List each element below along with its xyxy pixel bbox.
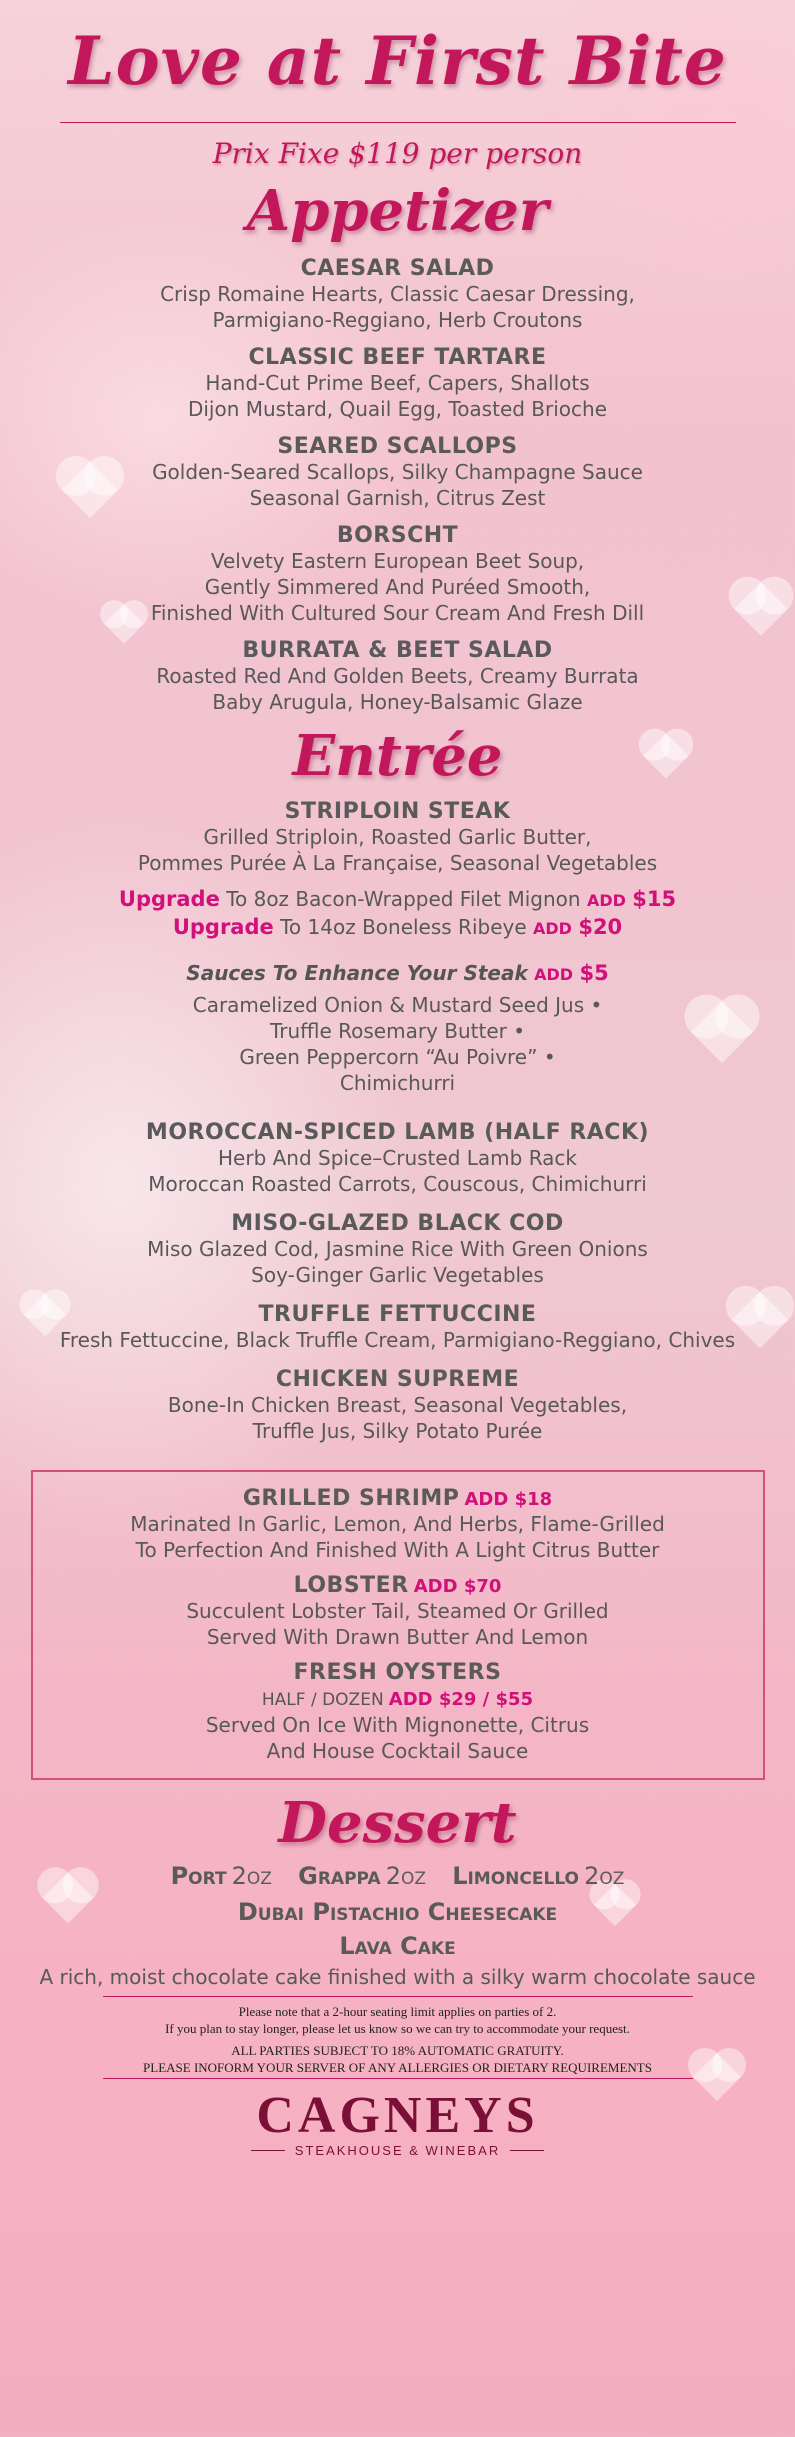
dish-description: Parmigiano-Reggiano, Herb Croutons bbox=[212, 308, 583, 332]
dish-description: Served On Ice With Mignonette, Citrus bbox=[205, 1713, 590, 1737]
menu-item bbox=[0, 523, 795, 626]
upgrade-text: To 14oz Boneless Ribeye bbox=[280, 915, 527, 939]
dish-description: Miso Glazed Cod, Jasmine Rice With Green Onions bbox=[147, 1237, 648, 1261]
drink-size: 2oz bbox=[385, 1862, 426, 1890]
dish-name: STRIPLOIN STEAK bbox=[284, 799, 511, 824]
dish-description: Marinated In Garlic, Lemon, And Herbs, Flame-Grilled bbox=[130, 1512, 665, 1536]
dish-description: Truffle Jus, Silky Potato Purée bbox=[252, 1419, 543, 1443]
dish-name: BORSCHT bbox=[336, 523, 459, 548]
dish-description: And House Cocktail Sauce bbox=[266, 1739, 529, 1763]
menu-item bbox=[0, 1120, 795, 1197]
dish-name: MOROCCAN-SPICED LAMB (HALF RACK) bbox=[145, 1120, 650, 1145]
drink-name: Limoncello bbox=[452, 1862, 580, 1890]
sauce-option: Caramelized Onion & Mustard Seed Jus • bbox=[192, 993, 603, 1017]
addon-lobster bbox=[33, 1573, 763, 1650]
add-label: ADD bbox=[533, 919, 572, 938]
dish-name: LOBSTER bbox=[293, 1573, 409, 1598]
addon-price: ADD $29 / $55 bbox=[388, 1689, 534, 1710]
addon-price: ADD $18 bbox=[464, 1489, 553, 1510]
dish-description: Gently Simmered And Puréed Smooth, bbox=[204, 575, 591, 599]
dish-description: Fresh Fettuccine, Black Truffle Cream, Parmigiano-Reggiano, Chives bbox=[59, 1328, 736, 1352]
dish-description: Seasonal Garnish, Citrus Zest bbox=[249, 486, 546, 510]
dish-name: CHICKEN SUPREME bbox=[275, 1367, 520, 1392]
logo-name: CAGNEYS bbox=[256, 2087, 539, 2144]
dish-description: Finished With Cultured Sour Cream And Fresh Dill bbox=[150, 601, 645, 625]
note-line: Please note that a 2-hour seating limit applies on parties of 2. bbox=[238, 2004, 557, 2019]
menu-item bbox=[0, 434, 795, 511]
menu-item bbox=[0, 256, 795, 333]
note-line: If you plan to stay longer, please let us know so we can try to accommodate your request. bbox=[165, 2021, 630, 2036]
addon-shrimp bbox=[33, 1486, 763, 1563]
dish-description: To Perfection And Finished With A Light Citrus Butter bbox=[135, 1538, 660, 1562]
addons-box bbox=[31, 1470, 765, 1780]
drink-size: 2oz bbox=[584, 1862, 625, 1890]
title-divider bbox=[60, 122, 736, 123]
dish-description: Herb And Spice–Crusted Lamb Rack bbox=[218, 1146, 577, 1170]
notes bbox=[0, 2003, 795, 2076]
dish-description: Pommes Purée À La Française, Seasonal Vegetables bbox=[137, 851, 658, 875]
dish-name: SEARED SCALLOPS bbox=[277, 434, 518, 459]
logo-subline bbox=[0, 2143, 795, 2158]
dish-description: Succulent Lobster Tail, Steamed Or Grilled bbox=[186, 1599, 609, 1623]
logo-rule bbox=[510, 2150, 544, 2151]
dish-description: Crisp Romaine Hearts, Classic Caesar Dressing, bbox=[160, 282, 635, 306]
dish-name: BURRATA & BEET SALAD bbox=[242, 638, 553, 663]
add-label: ADD bbox=[534, 965, 574, 984]
dish-name: CLASSIC BEEF TARTARE bbox=[248, 345, 547, 370]
upgrade-label: Upgrade bbox=[118, 887, 220, 911]
sauce-option: Green Peppercorn “Au Poivre” • bbox=[239, 1045, 556, 1069]
entree-heading: Entrée bbox=[292, 723, 503, 789]
menu-item bbox=[0, 1367, 795, 1444]
upgrade-text: To 8oz Bacon-Wrapped Filet Mignon bbox=[226, 887, 581, 911]
add-label: ADD bbox=[586, 891, 626, 910]
dessert-drinks bbox=[0, 1862, 795, 1890]
dessert-heading: Dessert bbox=[278, 1790, 517, 1856]
menu-item-steak bbox=[0, 799, 795, 1096]
notes-divider-bottom bbox=[103, 2078, 693, 2079]
dish-name: MISO-GLAZED BLACK COD bbox=[231, 1211, 564, 1236]
dessert-item: Dubai Pistachio Cheesecake bbox=[237, 1898, 558, 1926]
sauces-heading bbox=[0, 960, 795, 988]
dish-description: Golden-Seared Scallops, Silky Champagne Sauce bbox=[152, 460, 643, 484]
steak-upgrade bbox=[0, 914, 795, 942]
menu-item bbox=[0, 1302, 795, 1353]
oyster-sizes: HALF / DOZEN bbox=[261, 1690, 384, 1710]
menu-title: Love at First Bite bbox=[68, 22, 727, 100]
dish-name: TRUFFLE FETTUCCINE bbox=[258, 1302, 537, 1327]
drink-name: Port bbox=[170, 1862, 227, 1890]
dish-description: Soy-Ginger Garlic Vegetables bbox=[251, 1263, 544, 1287]
addon-price: ADD $70 bbox=[413, 1576, 502, 1597]
dish-description: Dijon Mustard, Quail Egg, Toasted Brioche bbox=[187, 397, 608, 421]
dish-description: Roasted Red And Golden Beets, Creamy Burrata bbox=[156, 664, 639, 688]
dish-description: Bone-In Chicken Breast, Seasonal Vegetables, bbox=[167, 1393, 628, 1417]
upgrade-price: $20 bbox=[578, 915, 623, 939]
dish-description: Served With Drawn Butter And Lemon bbox=[206, 1625, 589, 1649]
upgrade-price: $15 bbox=[632, 887, 677, 911]
appetizer-list bbox=[0, 256, 795, 715]
dish-description: Grilled Striploin, Roasted Garlic Butter, bbox=[203, 825, 592, 849]
drink-size: 2oz bbox=[231, 1862, 272, 1890]
menu-item bbox=[0, 1211, 795, 1288]
entree-list bbox=[0, 799, 795, 1444]
note-line: ALL PARTIES SUBJECT TO 18% AUTOMATIC GRATUITY. bbox=[231, 2043, 564, 2058]
dish-description: Velvety Eastern European Beet Soup, bbox=[210, 549, 585, 573]
appetizer-heading: Appetizer bbox=[246, 178, 549, 244]
notes-divider-top bbox=[103, 1996, 693, 1997]
prix-fixe-price: Prix Fixe $119 per person bbox=[212, 137, 583, 170]
addon-oysters bbox=[33, 1660, 763, 1764]
note-line: PLEASE INOFORM YOUR SERVER OF ANY ALLERGIES OR DIETARY REQUIREMENTS bbox=[143, 2060, 652, 2075]
brand-logo bbox=[0, 2087, 795, 2158]
dessert-item: Lava Cake bbox=[339, 1932, 456, 1960]
sauces-title: Sauces To Enhance Your Steak bbox=[186, 961, 528, 985]
drink-name: Grappa bbox=[298, 1862, 381, 1890]
steak-upgrade bbox=[0, 886, 795, 914]
menu-item bbox=[0, 638, 795, 715]
dessert-description: A rich, moist chocolate cake finished with a silky warm chocolate sauce bbox=[39, 1965, 756, 1989]
logo-subtitle: STEAKHOUSE & WINEBAR bbox=[294, 2143, 501, 2158]
dish-name: CAESAR SALAD bbox=[300, 256, 495, 281]
dish-description: Hand-Cut Prime Beef, Capers, Shallots bbox=[205, 371, 590, 395]
sauce-option: Chimichurri bbox=[339, 1071, 456, 1095]
logo-rule bbox=[251, 2150, 285, 2151]
dish-description: Baby Arugula, Honey-Balsamic Glaze bbox=[212, 690, 583, 714]
dish-description: Moroccan Roasted Carrots, Couscous, Chimichurri bbox=[148, 1172, 647, 1196]
sauce-option: Truffle Rosemary Butter • bbox=[269, 1019, 526, 1043]
dish-name: FRESH OYSTERS bbox=[293, 1660, 502, 1685]
dish-name: GRILLED SHRIMP bbox=[242, 1486, 460, 1511]
sauces-price: $5 bbox=[579, 961, 609, 985]
upgrade-label: Upgrade bbox=[172, 915, 274, 939]
menu-item bbox=[0, 345, 795, 422]
